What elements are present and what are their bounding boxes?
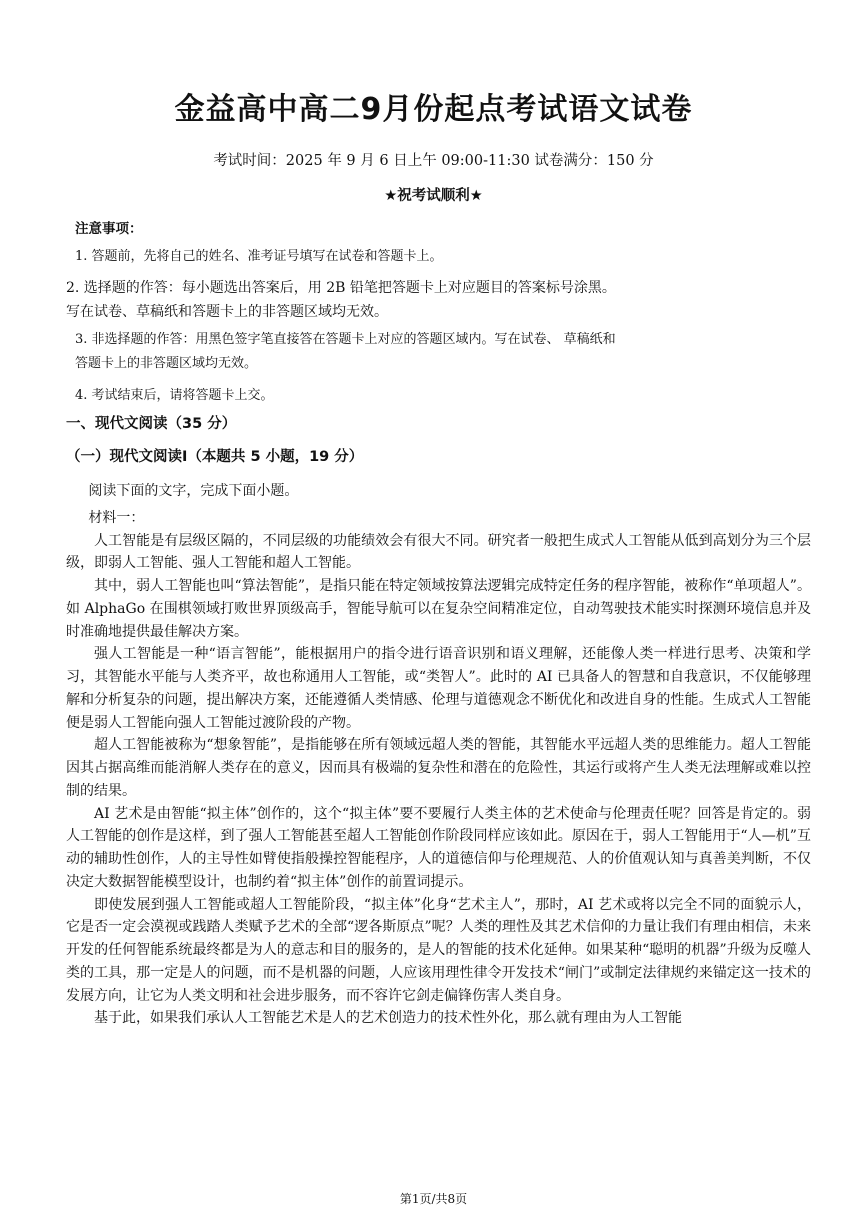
passage-paragraph: 超人工智能被称为“想象智能”，是指能够在所有领域远超人类的智能，其智能水平远超人类的思维能力。超人工智能因其占据高维而能消解人类存在的意义，因而具有极端的复杂性和潜在的危险性，其运行或将产生人类无法理解或难以控制的结果。 — [66, 737, 811, 799]
passage-paragraph: 即使发展到强人工智能或超人工智能阶段，“拟主体”化身“艺术主人”，那时，AI 艺术或将以完全不同的面貌示人，它是否一定会漠视或践踏人类赋予艺术的全部“逻各斯原点”呢？人类的理性及其艺术信仰的力量让我们有理由相信，未来开发的任何智能系统最终都是为人的意志和目的服务的，是人的智能的技术化延伸。如果某种“聪明的机器”升级为反噬人类的工具，那一定是人的问题，而不是机器的问题，人应该用理性律令开发技术“闸门”或制定法律规约来锚定这一技术的发展方向，让它为人类文明和社会进步服务，而不容许它剑走偏锋伤害人类自身。 — [66, 896, 811, 1004]
page-number: 第1页/共8页 — [399, 1192, 468, 1206]
passage-paragraph: 其中，弱人工智能也叫“算法智能”，是指只能在特定领域按算法逻辑完成特定任务的程序智能，被称作“单项超人”。如 AlphaGo 在围棋领域打败世界顶级高手，智能导航可以在复杂空间精准定位，自动驾驶技术能实时探测环境信息并及时准确地提供最佳解决方案。 — [66, 578, 811, 640]
exam-blessing: ★祝考试顺利★ — [384, 188, 483, 204]
passage-paragraph: 基于此，如果我们承认人工智能艺术是人的艺术创造力的技术性外化，那么就有理由为人工智能 — [94, 1010, 682, 1027]
material-label: 材料一： — [88, 509, 145, 526]
section-heading-reading1: （一）现代文阅读Ⅰ（本题共 5 小题，19 分） — [66, 449, 364, 465]
section-heading-part1: 一、现代文阅读（35 分） — [66, 416, 237, 432]
reading-instruction: 阅读下面的文字，完成下面小题。 — [88, 483, 299, 499]
note-item-4: 4. 考试结束后，请将答题卡上交。 — [75, 388, 274, 403]
exam-info: 考试时间：2025 年 9 月 6 日上午 09:00-11:30 试卷满分：150 分 — [213, 153, 654, 169]
reading-passage — [66, 480, 811, 1030]
note-item-3: 3. 非选择题的作答：用黑色签字笔直接答在答题卡上对应的答题区域内。写在试卷、 草稿纸和 — [75, 332, 616, 347]
passage-paragraph: 人工智能是有层级区隔的，不同层级的功能绩效会有很大不同。研究者一般把生成式人工智能从低到高划分为三个层级，即弱人工智能、强人工智能和超人工智能。 — [66, 532, 811, 572]
passage-paragraph: 强人工智能是一种“语言智能”，能根据用户的指令进行语音识别和语义理解，还能像人类一样进行思考、决策和学习，其智能水平能与人类齐平，故也称通用人工智能，或“类智人”。此时的 AI 已具备人的智慧和自我意识，不仅能够理解和分析复杂的问题，提出解决方案，还能遵循人类情感、伦理与道德观念不断优化和改进自身的性能。生成式人工智能便是弱人工智能向强人工智能过渡阶段的产物。 — [66, 646, 811, 731]
notes-title: 注意事项： — [75, 221, 143, 237]
passage-paragraph: AI 艺术是由智能“拟主体”创作的，这个“拟主体”要不要履行人类主体的艺术使命与伦理责任呢？回答是肯定的。弱人工智能的创作是这样，到了强人工智能甚至超人工智能创作阶段同样应该如此。原因在于，弱人工智能用于“人—机”互动的辅助性创作，人的主导性如臂使指般操控智能程序，人的道德信仰与伦理规范、人的价值观认知与真善美判断，不仅决定大数据智能模型设计，也制约着“拟主体”创作的前置词提示。 — [66, 805, 811, 890]
note-item-3-cont: 答题卡上的非答题区域均无效。 — [75, 356, 258, 371]
note-item-2: 2. 选择题的作答：每小题选出答案后，用 2B 铅笔把答题卡上对应题目的答案标号涂黑。 — [66, 280, 616, 296]
note-item-2-cont: 写在试卷、草稿纸和答题卡上的非答题区域均无效。 — [66, 304, 388, 320]
exam-title: 金益高中高二9月份起点考试语文试卷 — [174, 92, 693, 127]
note-item-1: 1. 答题前，先将自己的姓名、准考证号填写在试卷和答题卡上。 — [75, 249, 443, 264]
